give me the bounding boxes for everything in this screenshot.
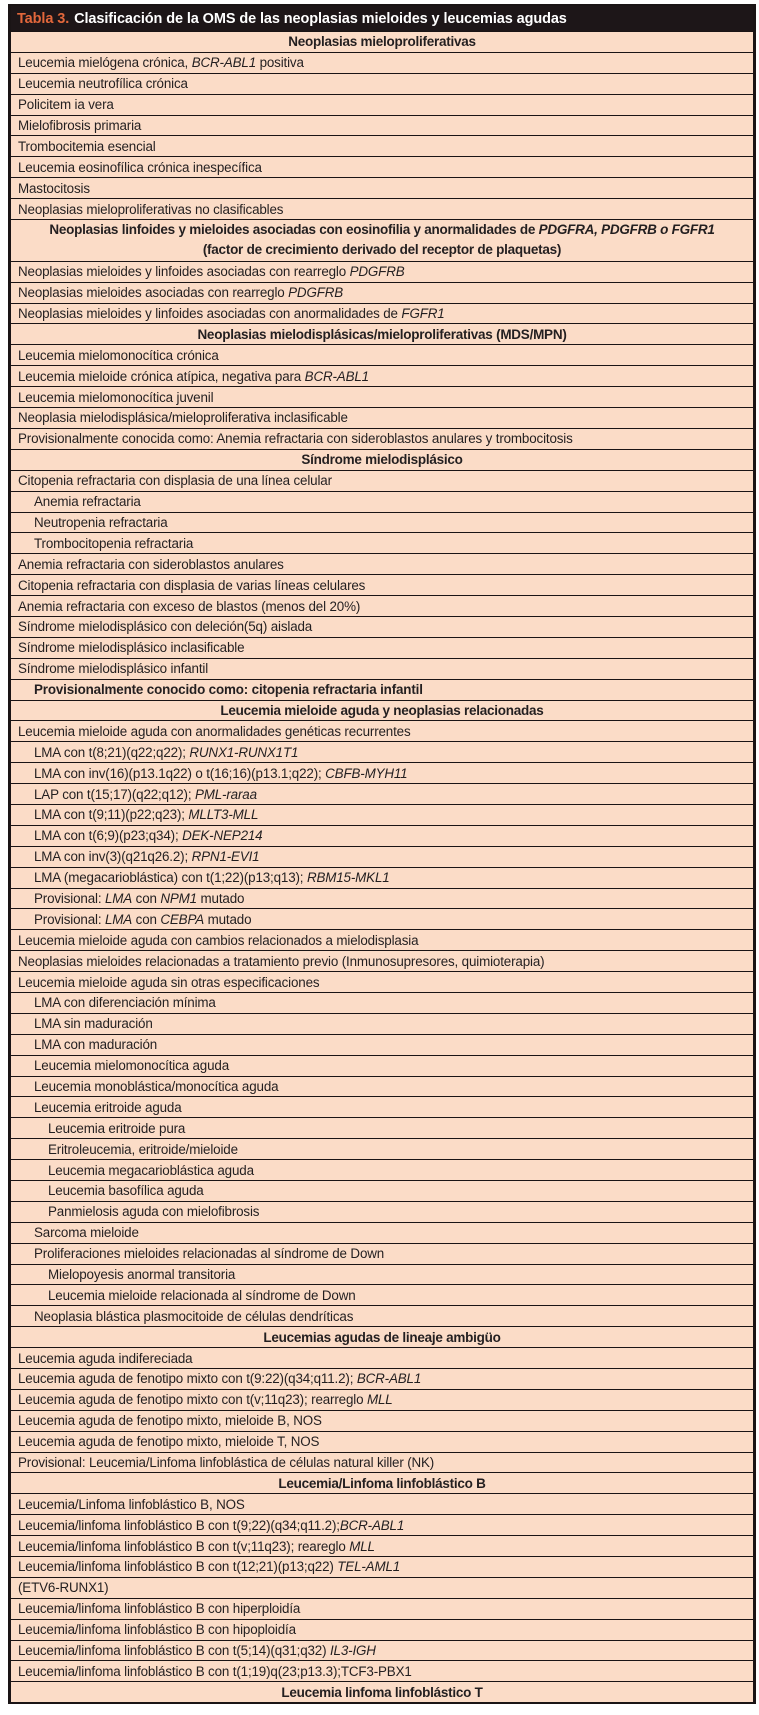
table-row [11, 198, 753, 219]
row-text: (factor de crecimiento derivado del receptor de plaquetas) [202, 242, 562, 258]
table-row [11, 532, 753, 553]
table-row [11, 888, 753, 909]
row-text: Anemia refractaria con exceso de blastos (menos del 20%) [18, 598, 361, 614]
section-header-row [11, 449, 753, 470]
table-row [11, 720, 753, 741]
row-text: Leucemia mieloide relacionada al síndrome de Down [48, 1287, 356, 1303]
row-text: Leucemia/linfoma linfoblástico B con t(9;22)(q34;q11.2);BCR-ABL1 [18, 1517, 405, 1533]
row-text: Leucemia mieloide aguda con cambios relacionados a mielodisplasia [18, 932, 419, 948]
row-text: Leucemias agudas de lineaje ambigüo [263, 1329, 501, 1345]
row-text: Leucemia mieloide aguda y neoplasias relacionadas [220, 702, 544, 718]
table-row [11, 1514, 753, 1535]
table-row [11, 1431, 753, 1452]
row-text: Leucemia mieloide crónica atípica, negativa para BCR-ABL1 [18, 368, 369, 384]
table-row [11, 1284, 753, 1305]
row-text: Leucemia neutrofílica crónica [18, 76, 188, 92]
row-text: LMA con inv(3)(q21q26.2); RPN1-EVI1 [34, 849, 260, 865]
row-text: Neoplasias mieloproliferativas [288, 34, 476, 50]
row-text: (ETV6-RUNX1) [18, 1580, 109, 1596]
table-row [11, 867, 753, 888]
row-text: LMA con maduración [34, 1037, 158, 1053]
table-title-text: Clasificación de la OMS de las neoplasias mieloides y leucemias agudas [74, 10, 567, 27]
row-text: LMA con t(6;9)(p23;q34); DEK-NEP214 [34, 828, 263, 844]
table-row [11, 950, 753, 971]
table-row [11, 595, 753, 616]
row-text: Síndrome mielodisplásico [301, 452, 463, 468]
section-header-row [11, 1681, 753, 1702]
row-text: Panmielosis aguda con mielofibrosis [48, 1204, 260, 1220]
table-row [11, 282, 753, 303]
row-text: Neoplasias mieloides y linfoides asociadas con anormalidades de FGFR1 [18, 306, 445, 322]
table-row [11, 386, 753, 407]
table-row [11, 1368, 753, 1389]
row-text: LMA (megacarioblástica) con t(1;22)(p13;q13); RBM15-MKL1 [34, 870, 390, 886]
table-row [11, 1619, 753, 1640]
table-row [11, 553, 753, 574]
table-row [11, 365, 753, 386]
row-text: Mastocitosis [18, 180, 90, 196]
row-text: Leucemia aguda de fenotipo mixto con t(9:22)(q34;q11.2); BCR-ABL1 [18, 1371, 422, 1387]
table-row [11, 804, 753, 825]
row-text: Trombocitopenia refractaria [34, 535, 194, 551]
section-header-row [11, 1326, 753, 1347]
table-row [11, 1096, 753, 1117]
row-text: Leucemia/linfoma linfoblástico B con hiperploidía [18, 1601, 301, 1617]
table-row [11, 783, 753, 804]
table-row [11, 52, 753, 73]
row-text: LMA con t(9;11)(p22;q23); MLLT3-MLL [34, 807, 259, 823]
table-row [11, 177, 753, 198]
table-row [11, 1493, 753, 1514]
table-row [11, 992, 753, 1013]
row-text: Leucemia/Linfoma linfoblástico B, NOS [18, 1496, 245, 1512]
row-text: Neoplasias mieloides y linfoides asociadas con rearreglo PDGFRB [18, 264, 405, 280]
row-text: Leucemia mieloide aguda sin otras especificaciones [18, 974, 320, 990]
row-text: Leucemia mielomonocítica aguda [34, 1058, 229, 1074]
table-row [11, 344, 753, 365]
table-row [11, 156, 753, 177]
section-header-row [11, 323, 753, 344]
table-row [11, 1180, 753, 1201]
row-text: Leucemia eritroide pura [48, 1120, 186, 1136]
table-row [11, 1535, 753, 1556]
row-text: Síndrome mielodisplásico con deleción(5q) aislada [18, 619, 313, 635]
table-row [11, 658, 753, 679]
table-row [11, 1452, 753, 1473]
table-row [11, 1389, 753, 1410]
row-text: Neoplasias mieloides asociadas con rearreglo PDGFRB [18, 285, 344, 301]
row-text: Leucemia aguda de fenotipo mixto, mieloide T, NOS [18, 1434, 320, 1450]
row-text: Leucemia aguda de fenotipo mixto, mieloide B, NOS [18, 1413, 322, 1429]
table-row [11, 261, 753, 282]
row-text: Sarcoma mieloide [34, 1225, 139, 1241]
table-row [11, 1577, 753, 1598]
table-row [11, 971, 753, 992]
table-row [11, 428, 753, 449]
table-row [11, 470, 753, 491]
section-header-row [11, 31, 753, 52]
table-row [11, 574, 753, 595]
row-text: Leucemia aguda indifereciada [18, 1350, 193, 1366]
table-row [11, 741, 753, 762]
table-row [11, 1013, 753, 1034]
table-row [11, 1410, 753, 1431]
table-row [11, 825, 753, 846]
row-text: LMA con inv(16)(p13.1q22) o t(16;16)(p13.1;q22); CBFB-MYH11 [34, 765, 408, 781]
row-text: LMA sin maduración [34, 1016, 153, 1032]
table-row [11, 1598, 753, 1619]
section-header-row [11, 700, 753, 721]
table-row [11, 637, 753, 658]
row-text: Leucemia mielógena crónica, BCR-ABL1 positiva [18, 55, 304, 71]
row-text: Neoplasias mieloproliferativas no clasificables [18, 201, 284, 217]
row-text: Citopenia refractaria con displasia de varias líneas celulares [18, 577, 366, 593]
table-row [11, 303, 753, 324]
table-row [11, 1138, 753, 1159]
row-text: Trombocitemia esencial [18, 138, 156, 154]
row-text: Leucemia mielomonocítica crónica [18, 347, 219, 363]
table-row [11, 1076, 753, 1097]
table-row [11, 407, 753, 428]
row-text: Mielofibrosis primaria [18, 118, 142, 133]
table-row [11, 491, 753, 512]
row-text: Policitem ia vera [18, 97, 114, 113]
row-text: LAP con t(15;17)(q22;q12); PML-raraa [34, 786, 257, 802]
row-text: Neutropenia refractaria [34, 514, 168, 530]
row-text: Provisional: LMA con CEBPA mutado [34, 911, 252, 927]
table-row [11, 1305, 753, 1326]
table-row [11, 762, 753, 783]
row-text: Síndrome mielodisplásico inclasificable [18, 640, 245, 656]
table-number-label: Tabla 3. [17, 10, 70, 27]
section-header-row [11, 219, 753, 261]
table-title-bar [11, 6, 753, 31]
row-text: Neoplasias mielodisplásicas/mieloproliferativas (MDS/MPN) [197, 326, 567, 342]
row-text: Leucemia/linfoma linfoblástico B con hipoploidía [18, 1622, 296, 1638]
table-row [11, 679, 753, 700]
row-text: Provisionalmente conocida como: Anemia refractaria con sideroblastos anulares y trombocitosis [18, 431, 573, 447]
row-text: Mielopoyesis anormal transitoria [48, 1267, 236, 1282]
row-text: Leucemia linfoma linfoblástico T [281, 1684, 483, 1700]
row-text: Neoplasias linfoides y mieloides asociadas con eosinofilia y anormalidades de PDGFRA, PDGFRB o FGFR1 [49, 222, 715, 238]
row-text: Eritroleucemia, eritroide/mieloide [48, 1141, 238, 1157]
table-row [11, 1201, 753, 1222]
row-text: Leucemia monoblástica/monocítica aguda [34, 1078, 279, 1094]
row-text: Leucemia eosinofílica crónica inespecífica [18, 159, 262, 175]
table-row [11, 1222, 753, 1243]
table-row [11, 512, 753, 533]
row-text: Anemia refractaria [34, 494, 141, 510]
row-text: Neoplasia blástica plasmocitoide de células dendríticas [34, 1308, 354, 1324]
table-row [11, 1640, 753, 1661]
section-header-row [11, 1472, 753, 1493]
row-text: Provisional: Leucemia/Linfoma linfoblástica de células natural killer (NK) [18, 1455, 435, 1471]
row-text: Proliferaciones mieloides relacionadas al síndrome de Down [34, 1246, 385, 1262]
table-row [11, 1347, 753, 1368]
row-text: Leucemia eritroide aguda [34, 1099, 182, 1115]
row-text: Neoplasias mieloides relacionadas a tratamiento previo (Inmunosupresores, quimioterapia) [18, 953, 545, 969]
table-row [11, 1055, 753, 1076]
row-text: Síndrome mielodisplásico infantil [18, 661, 209, 677]
table-row [11, 929, 753, 950]
row-text: Leucemia basofílica aguda [48, 1183, 204, 1199]
row-text: LMA con diferenciación mínima [34, 995, 216, 1011]
row-text: Provisionalmente conocido como: citopenia refractaria infantil [34, 682, 423, 698]
table-row [11, 908, 753, 929]
row-text: Leucemia mielomonocítica juvenil [18, 389, 214, 405]
table-row [11, 846, 753, 867]
table-row [11, 616, 753, 637]
table-row [11, 1660, 753, 1681]
table-row [11, 135, 753, 156]
row-text: Anemia refractaria con sideroblastos anulares [18, 556, 284, 572]
row-text: Leucemia mieloide aguda con anormalidades genéticas recurrentes [18, 723, 411, 739]
row-text: Leucemia/linfoma linfoblástico B con t(5;14)(q31;q32) IL3-IGH [18, 1643, 376, 1659]
table-row [11, 94, 753, 115]
table-rows [11, 31, 753, 1702]
table-row [11, 115, 753, 136]
row-text: Leucemia/Linfoma linfoblástico B [278, 1475, 486, 1491]
row-text: Leucemia aguda de fenotipo mixto con t(v;11q23); rearreglo MLL [18, 1392, 393, 1408]
row-text: Leucemia/linfoma linfoblástico B con t(12;21)(p13;q22) TEL-AML1 [18, 1559, 401, 1575]
table-row [11, 1556, 753, 1577]
table-row [11, 73, 753, 94]
row-text: Leucemia megacarioblástica aguda [48, 1162, 254, 1178]
who-classification-table [8, 4, 756, 1704]
row-text: Provisional: LMA con NPM1 mutado [34, 890, 245, 906]
table-row [11, 1034, 753, 1055]
row-text: Neoplasia mielodisplásica/mieloproliferativa inclasificable [18, 410, 348, 426]
table-row [11, 1243, 753, 1264]
row-text: Leucemia/linfoma linfoblástico B con t(1;19)q(23;p13.3);TCF3-PBX1 [18, 1663, 412, 1679]
table-row [11, 1117, 753, 1138]
table-row [11, 1264, 753, 1285]
row-text: Citopenia refractaria con displasia de una línea celular [18, 473, 332, 489]
table-row [11, 1159, 753, 1180]
row-text: LMA con t(8;21)(q22;q22); RUNX1-RUNX1T1 [34, 744, 299, 760]
row-text: Leucemia/linfoma linfoblástico B con t(v;11q23); reareglo MLL [18, 1538, 375, 1554]
